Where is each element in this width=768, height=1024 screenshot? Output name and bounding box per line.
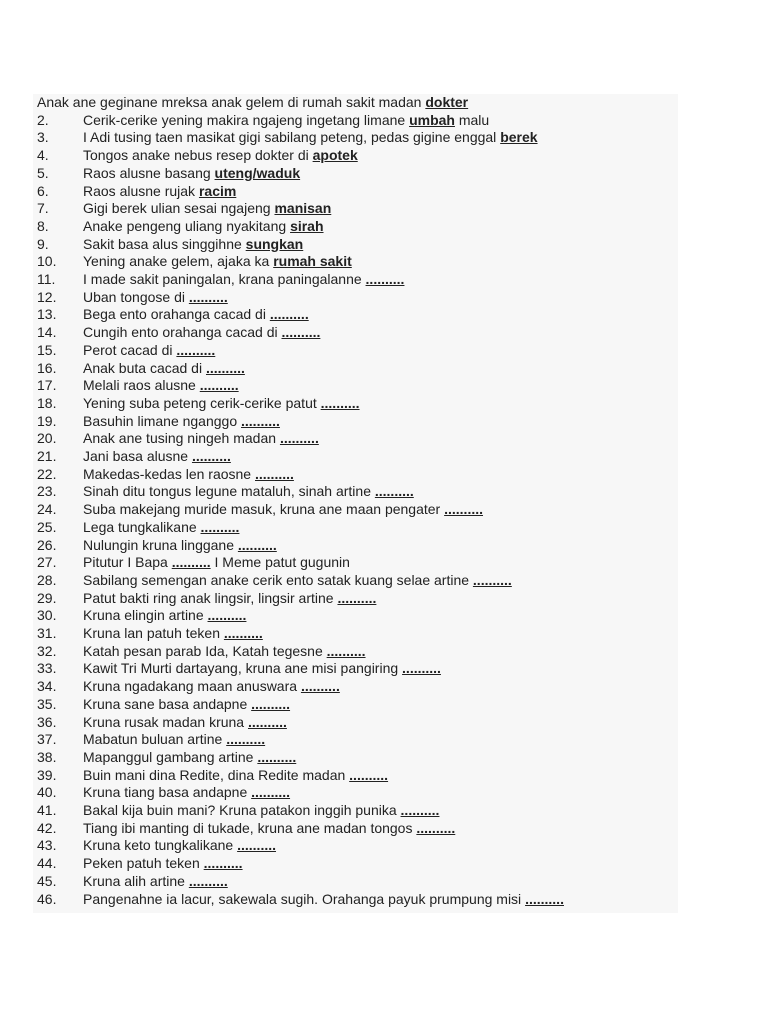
question-prompt: Kruna tiang basa andapne: [83, 784, 252, 801]
question-text: [83, 873, 228, 891]
question-prompt: Sinah ditu tongus legune mataluh, sinah artine: [83, 483, 375, 500]
question-text: [83, 855, 243, 873]
question-number: 20.: [37, 430, 57, 447]
answer-blank: ..........: [203, 855, 243, 872]
answer-blank: ..........: [237, 536, 277, 553]
question-text: [83, 554, 350, 572]
question-number: 44.: [37, 855, 57, 872]
question-text: [83, 643, 366, 661]
question-text: [83, 519, 239, 537]
question-text: [83, 147, 358, 165]
answer-blank: ..........: [251, 695, 291, 712]
question-number: 36.: [37, 713, 57, 730]
question-number: 31.: [37, 625, 57, 641]
question-number: 38.: [37, 748, 57, 765]
question-suffix: malu: [454, 111, 490, 128]
question-prompt: Suba makejang muride masuk, kruna ane maan pengater: [83, 501, 445, 518]
question-number: 46.: [37, 890, 57, 907]
question-number: 23.: [37, 483, 57, 500]
answer-blank: apotek: [312, 147, 358, 164]
answer-blank: sirah: [290, 217, 324, 234]
question-number: 34.: [37, 678, 57, 695]
question-number: 17.: [37, 377, 57, 394]
question-prompt: Cungih ento orahanga cacad di: [83, 324, 282, 341]
answer-blank: ..........: [241, 412, 280, 429]
question-prompt: Melali raos alusne: [83, 377, 200, 394]
question-text: [83, 395, 360, 413]
question-number: 24.: [37, 501, 57, 518]
question-number: 26.: [37, 536, 57, 553]
question-prompt: Kruna rusak madan kruna: [83, 713, 248, 730]
answer-blank: ..........: [444, 501, 484, 518]
question-prompt: Patut bakti ring anak lingsir, lingsir artine: [83, 589, 338, 606]
question-number: 3.: [37, 129, 49, 146]
question-number: 7.: [37, 200, 49, 217]
question-number: 30.: [37, 607, 57, 624]
question-number: 12.: [37, 288, 57, 305]
question-text: [83, 253, 352, 271]
question-text: [83, 129, 538, 147]
question-prompt: Yening suba peteng cerik-cerike patut: [83, 394, 321, 411]
answer-blank: ..........: [223, 625, 263, 641]
question-prompt: I Adi tusing taen masikat gigi sabilang peteng, pedas gigine enggal: [83, 129, 501, 146]
answer-blank: ..........: [226, 731, 266, 748]
question-text: [83, 572, 512, 590]
question-text: [83, 324, 320, 342]
answer-blank: ..........: [300, 678, 340, 695]
question-text: [83, 306, 309, 324]
answer-blank: ..........: [237, 837, 277, 854]
question-text: [83, 714, 287, 732]
question-number: 10.: [37, 253, 57, 270]
question-number: 18.: [37, 394, 57, 411]
answer-blank: ..........: [281, 324, 321, 341]
question-number: 8.: [37, 217, 49, 234]
question-prompt: Pangenahne ia lacur, sakewala sugih. Orahanga payuk prumpung misi: [83, 890, 526, 907]
question-prompt: Katah pesan parab Ida, Katah tegesne: [83, 642, 327, 659]
question-text: [83, 820, 455, 838]
answer-blank: ..........: [472, 571, 512, 588]
question-prompt: Kawit Tri Murti dartayang, kruna ane misi pangiring: [83, 660, 403, 677]
question-number: 19.: [37, 412, 57, 429]
question-number: 29.: [37, 589, 57, 606]
question-number: 45.: [37, 872, 57, 889]
question-number: 6.: [37, 182, 49, 199]
answer-blank: ..........: [247, 713, 287, 730]
question-number: 42.: [37, 819, 57, 836]
question-number: 4.: [37, 147, 49, 164]
answer-blank: ..........: [320, 394, 360, 411]
question-number: 35.: [37, 695, 57, 712]
question-prompt: Kruna elingin artine: [83, 607, 208, 624]
question-prompt: Lega tungkalikane: [83, 518, 201, 535]
question-number: 21.: [37, 448, 57, 464]
question-prompt: Anak buta cacad di: [83, 359, 206, 376]
question-number: 39.: [37, 766, 57, 783]
question-prompt: Nulungin kruna linggane: [83, 536, 238, 553]
answer-blank: ..........: [326, 642, 366, 659]
question-prompt: Sakit basa alus singgihne: [83, 235, 246, 252]
question-text: [83, 413, 280, 431]
answer-blank: umbah: [409, 111, 455, 128]
question-number: 13.: [37, 306, 57, 323]
answer-blank: ..........: [337, 589, 377, 606]
answer-blank: ..........: [205, 359, 245, 376]
question-prompt: Peken patuh teken: [83, 855, 204, 872]
answer-blank: ..........: [402, 660, 441, 677]
question-number: 43.: [37, 837, 57, 854]
question-text: [83, 289, 228, 307]
question-text: [83, 218, 324, 236]
question-number: 22.: [37, 465, 57, 482]
answer-blank: ..........: [255, 465, 294, 482]
question-prompt: Kruna lan patuh teken: [83, 625, 224, 641]
question-prompt: Anak ane tusing ningeh madan: [83, 430, 280, 447]
answer-blank: ..........: [251, 784, 291, 801]
answer-blank: ..........: [374, 483, 414, 500]
question-text: [83, 448, 231, 466]
question-text: [83, 342, 215, 360]
question-number: 16.: [37, 359, 57, 376]
answer-blank: ..........: [191, 448, 231, 464]
answer-blank: ..........: [279, 430, 319, 447]
question-number: 9.: [37, 235, 49, 252]
question-text: [83, 767, 388, 785]
question-text: [83, 200, 331, 218]
question-number: 28.: [37, 571, 57, 588]
question-prompt: Jani basa alusne: [83, 448, 192, 464]
question-text: [83, 537, 277, 555]
question-number: 37.: [37, 731, 57, 748]
question-number: 40.: [37, 784, 57, 801]
question-number: 32.: [37, 642, 57, 659]
question-prompt: Kruna keto tungkalikane: [83, 837, 238, 854]
question-prompt: Perot cacad di: [83, 341, 177, 358]
question-number: 15.: [37, 341, 57, 358]
answer-blank: ..........: [416, 819, 456, 836]
question-text: [83, 360, 245, 378]
question-number: 25.: [37, 518, 57, 535]
question-prompt: Bega ento orahanga cacad di: [83, 306, 270, 323]
answer-blank: sungkan: [245, 235, 304, 252]
answer-blank: ..........: [257, 748, 297, 765]
answer-blank: ..........: [207, 607, 247, 624]
question-prompt: Mapanggul gambang artine: [83, 748, 258, 765]
question-number: 14.: [37, 324, 57, 341]
question-text: [83, 590, 376, 608]
question-text: [83, 696, 290, 714]
answer-blank: racim: [198, 182, 237, 199]
question-text: [83, 466, 294, 484]
question-number: 33.: [37, 660, 57, 677]
question-text: [83, 731, 265, 749]
question-text: [83, 236, 303, 254]
question-text: [83, 784, 290, 802]
answer-blank: ..........: [349, 766, 389, 783]
answer-blank: ..........: [525, 890, 564, 907]
question-prompt: Gigi berek ulian sesai ngajeng: [83, 200, 275, 217]
question-text: [83, 837, 276, 855]
answer-blank: ..........: [199, 377, 239, 394]
question-prompt: Cerik-cerike yening makira ngajeng ingetang limane: [83, 111, 410, 128]
question-text: [83, 749, 296, 767]
answer-blank: ..........: [188, 288, 228, 305]
question-prompt: Mabatun buluan artine: [83, 731, 227, 748]
question-text: [83, 183, 236, 201]
question-prompt: Yening anake gelem, ajaka ka: [83, 253, 274, 270]
question-number: 5.: [37, 164, 49, 181]
question-text: [37, 94, 468, 112]
answer-blank: berek: [500, 129, 538, 146]
question-number: 11.: [37, 271, 56, 287]
question-prompt: Tiang ibi manting di tukade, kruna ane madan tongos: [83, 819, 417, 836]
question-text: [83, 112, 489, 130]
answer-blank: ..........: [400, 802, 440, 818]
question-text: [83, 678, 340, 696]
answer-blank: ..........: [200, 518, 240, 535]
question-prompt: Pitutur I Bapa: [83, 554, 172, 571]
question-text: [83, 430, 319, 448]
question-prompt: Bakal kija buin mani? Kruna patakon inggih punika: [83, 802, 401, 818]
question-prompt: Kruna sane basa andapne: [83, 695, 252, 712]
question-number: 2.: [37, 111, 49, 128]
question-text: [83, 802, 439, 820]
question-text: [83, 271, 404, 289]
question-prompt: Tongos anake nebus resep dokter di: [83, 147, 313, 164]
question-prompt: Raos alusne rujak: [83, 182, 199, 199]
answer-blank: ..........: [171, 554, 211, 571]
answer-blank: uteng/waduk: [214, 164, 301, 181]
question-text: [83, 625, 263, 643]
question-prompt: Kruna alih artine: [83, 872, 189, 889]
answer-blank: manisan: [274, 200, 332, 217]
question-prompt: Kruna ngadakang maan anuswara: [83, 678, 301, 695]
question-number: 27.: [37, 554, 57, 571]
question-text: [83, 377, 239, 395]
answer-blank: dokter: [425, 94, 469, 110]
answer-blank: rumah sakit: [273, 253, 352, 270]
question-prompt: Basuhin limane nganggo: [83, 412, 242, 429]
answer-blank: ..........: [176, 341, 216, 358]
question-suffix: I Meme patut gugunin: [210, 554, 350, 571]
question-text: [83, 501, 483, 519]
question-prompt: Anak ane geginane mreksa anak gelem di rumah sakit madan: [37, 94, 426, 110]
question-prompt: Buin mani dina Redite, dina Redite madan: [83, 766, 350, 783]
answer-blank: ..........: [269, 306, 309, 323]
answer-blank: ..........: [365, 271, 405, 287]
question-prompt: Makedas-kedas len raosne: [83, 465, 255, 482]
question-text: [83, 165, 300, 183]
question-text: [83, 483, 414, 501]
question-number: 41.: [37, 802, 57, 818]
question-text: [83, 891, 564, 909]
question-prompt: Sabilang semengan anake cerik ento satak kuang selae artine: [83, 571, 473, 588]
question-prompt: Uban tongose di: [83, 288, 189, 305]
question-prompt: Raos alusne basang: [83, 164, 215, 181]
question-prompt: I made sakit paningalan, krana paningalanne: [83, 271, 366, 287]
question-prompt: Anake pengeng uliang nyakitang: [83, 217, 291, 234]
answer-blank: ..........: [188, 872, 228, 889]
question-text: [83, 660, 441, 678]
question-text: [83, 607, 246, 625]
